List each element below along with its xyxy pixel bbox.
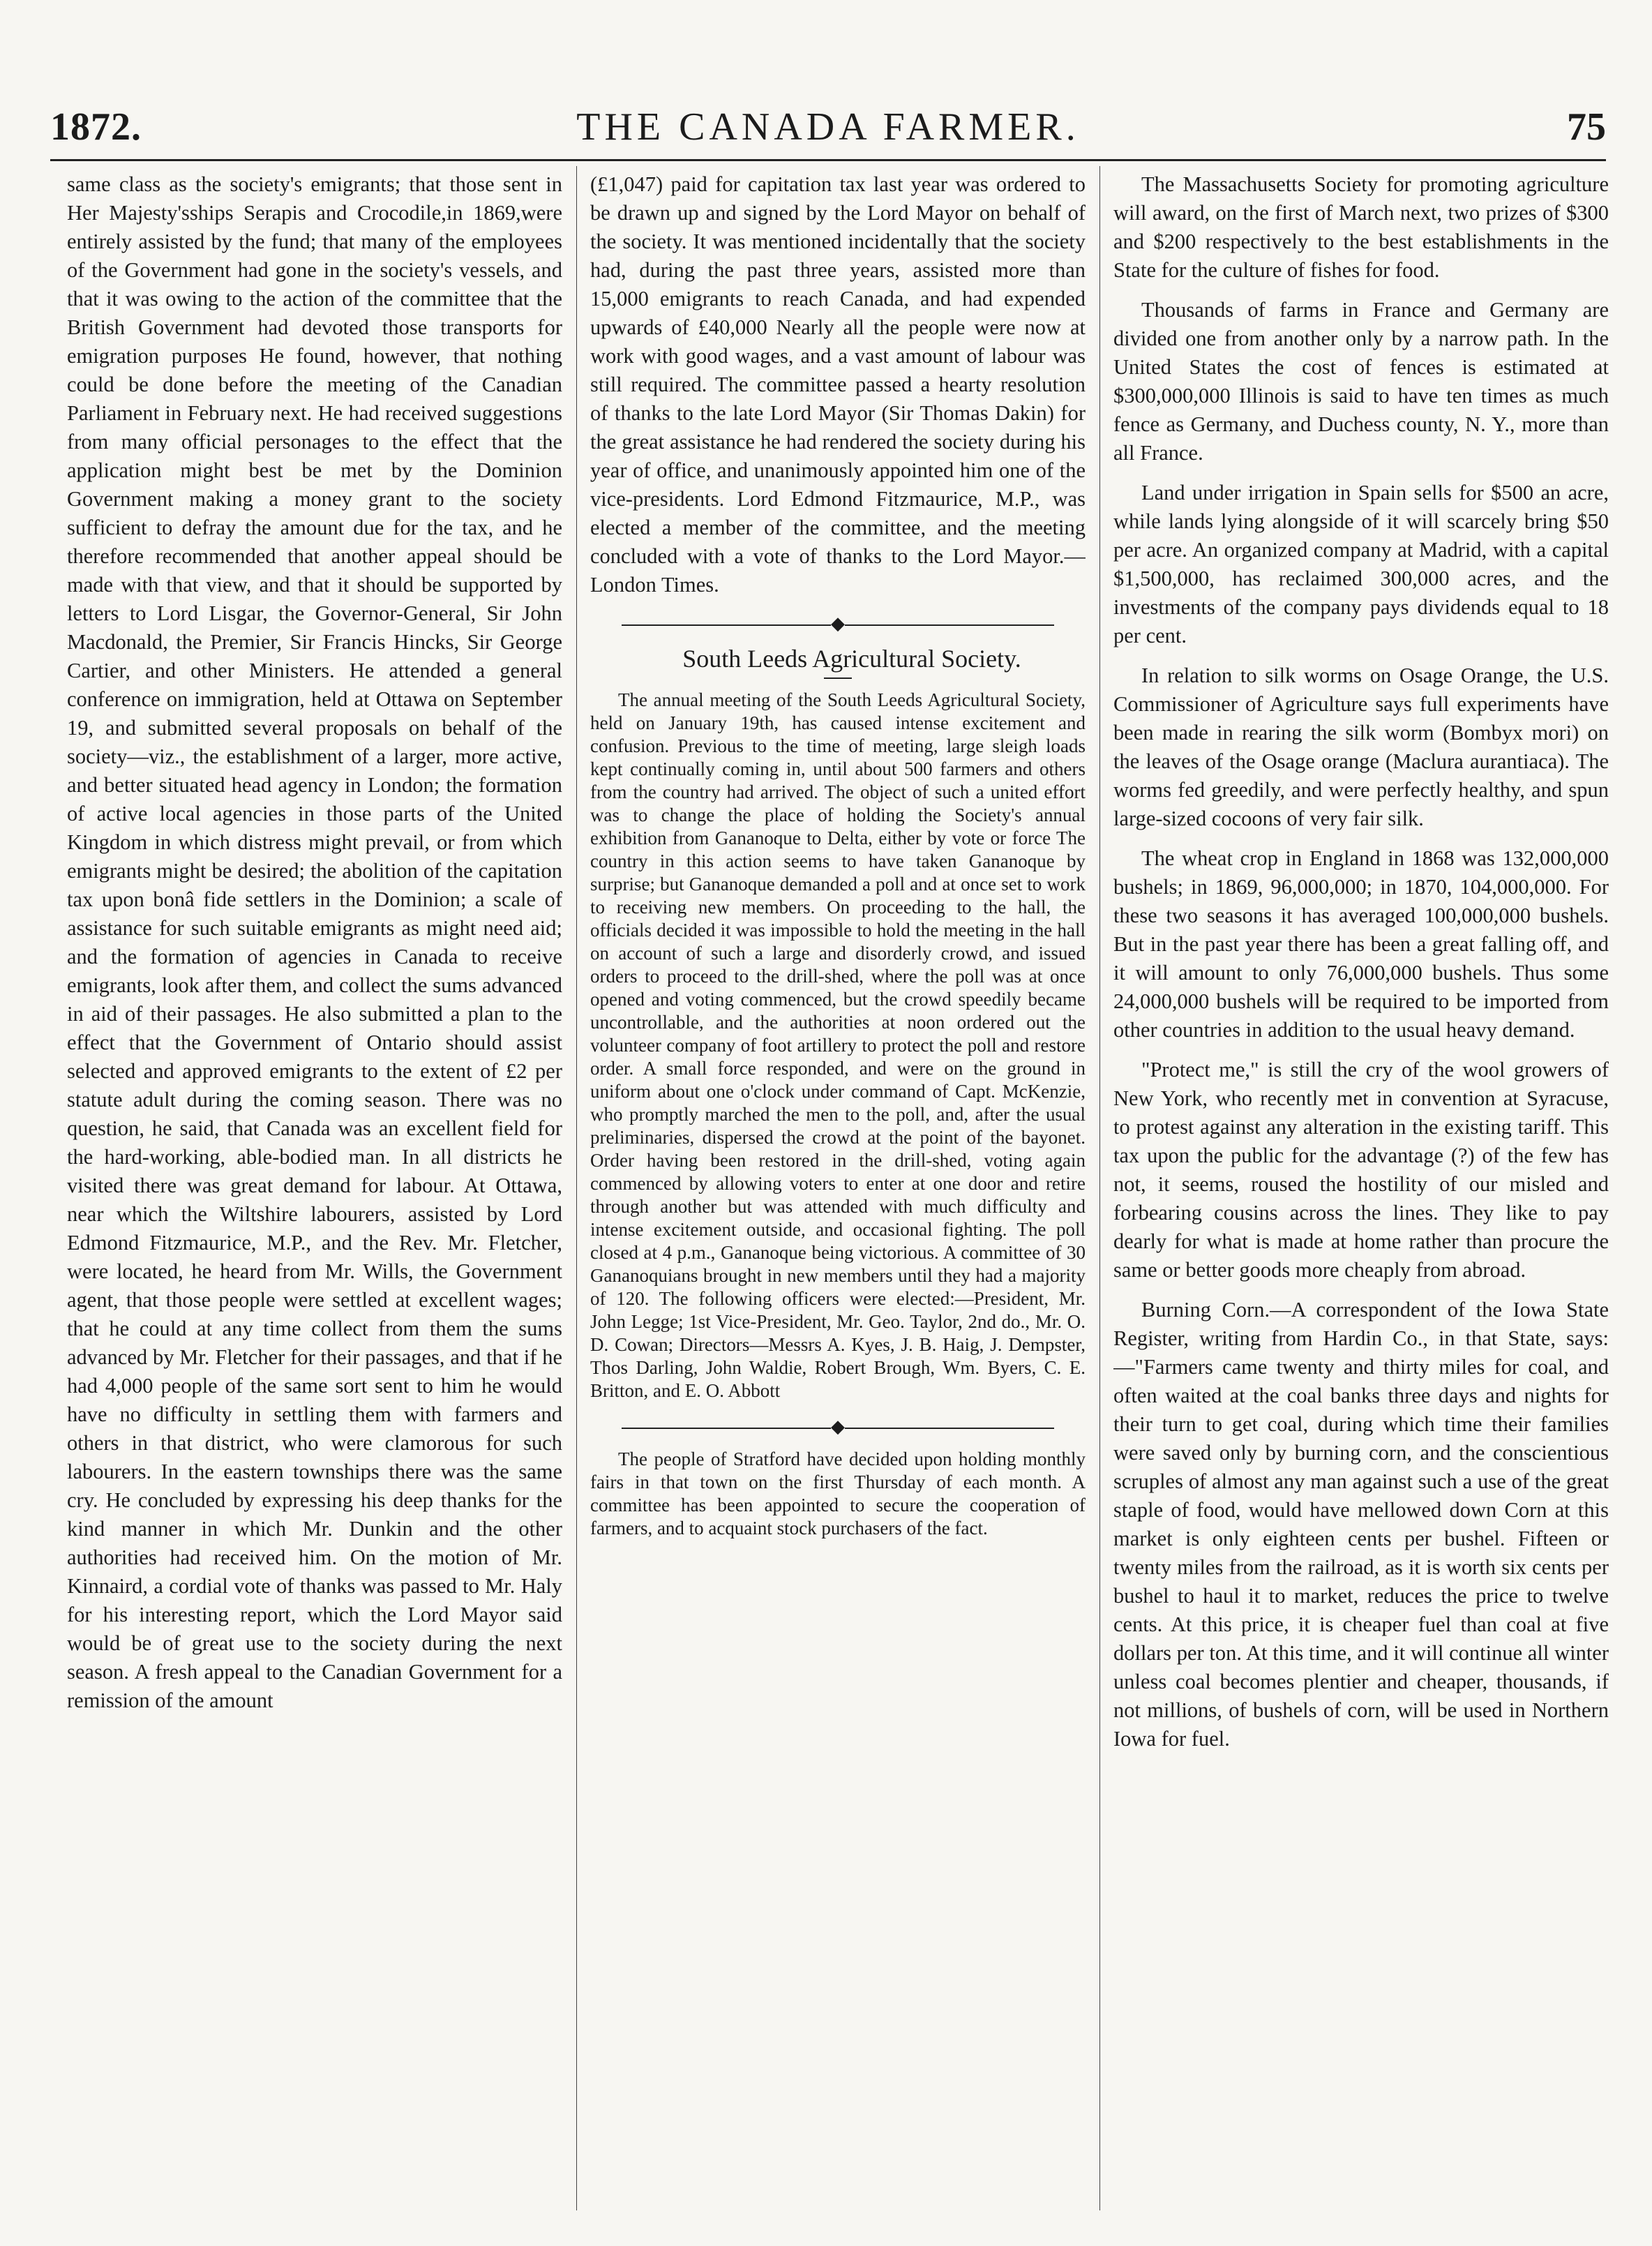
section-ornament: ◆: [590, 609, 1086, 638]
article-paragraph: same class as the society's emigrants; that those sent in Her Majesty'sships Serapis and Crocodile,in 1869,were entirely assisted by the fund; that many of the employees of the Government had gone in the society's vessels, and that it was owing to the action of the committee that the British Government had devoted those transports for emigration purposes He found, however, that nothing could be done before the meeting of the Canadian Parliament in February next. He had received suggestions from many official personages to the effect that the application might best be met by the Dominion Government making a money grant to the society sufficient to defray the amount due for the tax, and he therefore recommended that another appeal should be made with that view, and that it should be supported by letters to Lord Lisgar, the Governor-General, Sir John Macdonald, the Premier, Sir Francis Hincks, Sir George Cartier, and other Ministers. He attended a general conference on immigration, held at Ottawa on September 19, and submitted several proposals on behalf of the society—viz., the establishment of a larger, more active, and better situated head agency in London; the formation of active local agencies in those parts of the United Kingdom in which distress might prevail, or from which emigrants might be desired; the abolition of the capitation tax upon bonâ fide settlers in the Dominion; a scale of assistance for such suitable emigrants as might need aid; and the formation of agencies in Canada to receive emigrants, look after them, and collect the sums advanced in aid of their passages. He also submitted a plan to the effect that the Government of Ontario should assist selected and approved emigrants to the extent of £2 per statute adult during the coming season. There was no question, he said, that Canada was an excellent field for the hard-working, able-bodied man. In all districts he visited there was great demand for labour. At Ottawa, near which the Wiltshire labourers, assisted by Lord Edmond Fitzmaurice, M.P., and the Rev. Mr. Fletcher, were located, he heard from Mr. Wills, the Government agent, that those people were settled at excellent wages; that he could at any time collect from them the sums advanced by Mr. Fletcher for their passages, and that if he had 4,000 people of the same sort sent to him he would have no difficulty in settling them with farmers and others in that district, who were clamorous for such labourers. In the eastern townships there was the same cry. He concluded by expressing his deep thanks for the kind manner in which Mr. Dunkin and the other authorities had received him. On the motion of Mr. Kinnaird, a cordial vote of thanks was passed to Mr. Haly for his interesting report, which the Lord Mayor said would be of great use to the society during the next season. A fresh appeal to the Canadian Government for a remission of the amount: [67, 172, 562, 1712]
article-paragraph: "Protect me," is still the cry of the wool growers of New York, who recently met in convention at Syracuse, to protest against any alteration in the existing tariff. This tax upon the public for the advantage (?) of the few has not, it seems, roused the hostility of our misled and forbearing cousins across the lines. They like to pay dearly for what is made at home rather than procure the same or better goods more cheaply from abroad.: [1113, 1058, 1609, 1282]
header-rule: [50, 159, 1606, 161]
section-ornament: ◆: [590, 1412, 1086, 1441]
newspaper-title: THE CANADA FARMER.: [576, 105, 1080, 149]
column-1: [67, 170, 562, 2208]
column-3: [1113, 170, 1609, 2208]
heading-rule: [824, 677, 852, 679]
article-paragraph: Burning Corn.—A correspondent of the Iowa State Register, writing from Hardin Co., in that State, says:—"Farmers came twenty and thirty miles for coal, and often waited at the coal banks three days and nights for their turn to get coal, during which time their families were saved only by burning corn, and the conscientious scruples of almost any man against such a use of the great staple of food, would have mellowed down Corn at this market is only eighteen cents per bushel. Fifteen or twenty miles from the railroad, as it is worth six cents per bushel to haul it to market, reduces the price to twelve cents. At this price, it is cheaper fuel than coal at five dollars per ton. At this time, and it will continue all winter unless coal becomes plentier and cheaper, thousands, if not millions, of bushels of corn, will be used in Northern Iowa for fuel.: [1113, 1298, 1609, 1751]
column-2: [590, 170, 1086, 2208]
masthead: [50, 98, 1606, 154]
article-paragraph: In relation to silk worms on Osage Orange, the U.S. Commissioner of Agriculture says full experiments have been made in rearing the silk worm (Bombyx mori) on the leaves of the Osage orange (Maclura aurantiaca). The worms fed greedily, and were perfectly healthy, and spun large-sized cocoons of very fair silk.: [1113, 664, 1609, 830]
article-paragraph: The annual meeting of the South Leeds Agricultural Society, held on January 19th, has caused intense excitement and confusion. Previous to the time of meeting, large sleigh loads kept continually coming in, until about 500 farmers and others from the country had arrived. The object of such a united effort was to change the place of holding the Society's annual exhibition from Gananoque to Delta, either by vote or force The country in this action seems to have taken Gananoque by surprise; but Gananoque demanded a poll and at once set to work to receiving new members. On proceeding to the hall, the officials decided it was impossible to hold the meeting in the hall on account of such a large and disorderly crowd, and issued orders to proceed to the drill-shed, where the poll was at once opened and voting commenced, but the crowd speedily became uncontrollable, and the authorities at noon ordered out the volunteer company of foot artillery to protect the poll and restore order. A small force responded, and were on the ground in uniform about one o'clock under command of Capt. McKenzie, who promptly marched the men to the poll, and, after the usual preliminaries, dispersed the crowd at the point of the bayonet. Order having been restored in the drill-shed, voting again commenced by allowing voters to enter at one door and retire through another but was attended with much difficulty and intense excitement outside, and occasional fighting. The poll closed at 4 p.m., Gananoque being victorious. A committee of 30 Gananoquians brought in new members until they had a majority of 120. The following officers were elected:—President, Mr. John Legge; 1st Vice-President, Mr. Geo. Taylor, 2nd do., Mr. O. D. Cowan; Directors—Messrs A. Kyes, J. B. Haig, J. Dempster, Thos Darling, John Waldie, Robert Brough, Wm. Byers, C. E. Britton, and E. O. Abbott: [590, 689, 1086, 1401]
page-number: 75: [1567, 105, 1606, 149]
article-paragraph: Land under irrigation in Spain sells for $500 an acre, while lands lying alongside of it will scarcely bring $50 per acre. An organized company at Madrid, with a capital $1,500,000, has reclaimed 300,000 acres, and the investments of the company pays dividends equal to 18 per cent.: [1113, 481, 1609, 647]
issue-year: 1872.: [50, 105, 142, 149]
section-heading: South Leeds Agricultural Society.: [682, 645, 1021, 673]
column-divider-1: [576, 166, 577, 2210]
article-paragraph: Thousands of farms in France and Germany are divided one from another only by a narrow path. In the United States the cost of fences is estimated at $300,000,000 Illinois is said to have ten times as much fence as Germany, and Duchess county, N. Y., more than all France.: [1113, 298, 1609, 465]
article-paragraph: The Massachusetts Society for promoting agriculture will award, on the first of March next, two prizes of $300 and $200 respectively to the best establishments in the State for the culture of fishes for food.: [1113, 172, 1609, 282]
article-paragraph: (£1,047) paid for capitation tax last year was ordered to be drawn up and signed by the Lord Mayor on behalf of the society. It was mentioned incidentally that the society had, during the past three years, assisted more than 15,000 emigrants to reach Canada, and had expended upwards of £40,000 Nearly all the people were now at work with good wages, and a vast amount of labour was still required. The committee passed a hearty resolution of thanks to the late Lord Mayor (Sir Thomas Dakin) for the great assistance he had rendered the society during his year of office, and unanimously appointed him one of the vice-presidents. Lord Edmond Fitzmaurice, M.P., was elected a member of the committee, and the meeting concluded with a vote of thanks to the Lord Mayor.—London Times.: [590, 172, 1086, 597]
article-paragraph: The people of Stratford have decided upon holding monthly fairs in that town on the first Thursday of each month. A committee has been appointed to secure the cooperation of farmers, and to acquaint stock purchasers of the fact.: [590, 1448, 1086, 1538]
article-paragraph: The wheat crop in England in 1868 was 132,000,000 bushels; in 1869, 96,000,000; in 1870, 104,000,000. For these two seasons it has averaged 100,000,000 bushels. But in the past year there has been a great falling off, and it will amount to only 76,000,000 bushels. Thus some 24,000,000 bushels will be required to be imported from other countries in addition to the usual heavy demand.: [1113, 846, 1609, 1042]
column-divider-2: [1099, 166, 1100, 2210]
